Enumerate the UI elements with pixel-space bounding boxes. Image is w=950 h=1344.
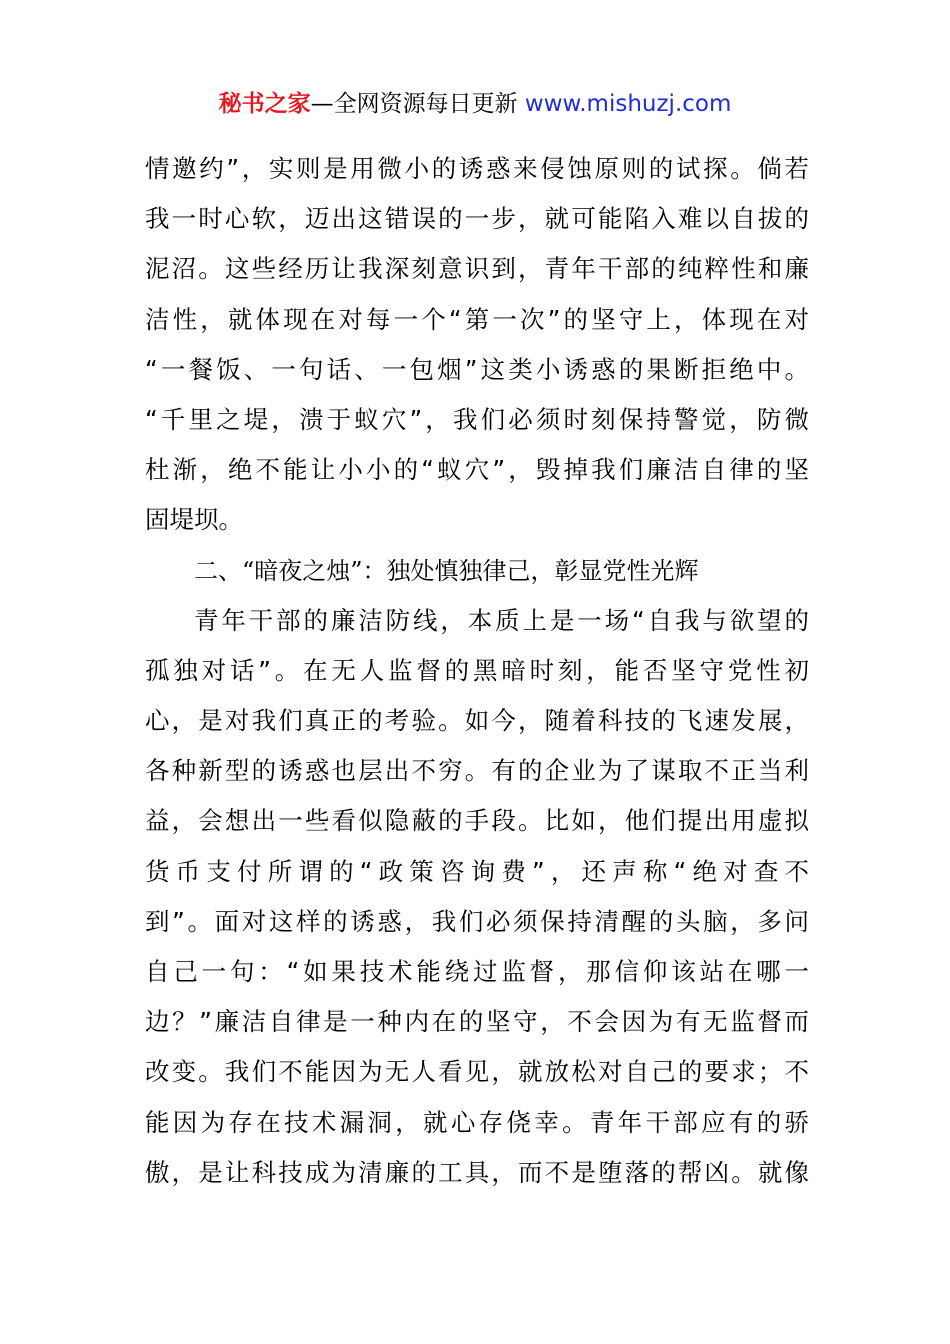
page-header — [0, 88, 950, 120]
header-tagline: —全网资源每日更新 — [310, 91, 525, 117]
paragraph-line: “千里之堤，溃于蚁穴”，我们必须时刻保持警觉，防微 — [145, 404, 809, 434]
paragraph-line: 益，会想出一些看似隐蔽的手段。比如，他们提出用虚拟 — [145, 806, 809, 836]
header-url-link[interactable]: www.mishuzj.com — [524, 91, 732, 117]
section-heading: 二、“暗夜之烛”：独处慎独律己，彰显党性光辉 — [194, 556, 699, 585]
paragraph-line: 心，是对我们真正的考验。如今，随着科技的飞速发展， — [145, 706, 809, 736]
paragraph-line: 自己一句：“如果技术能绕过监督，那信仰该站在哪一 — [145, 957, 809, 986]
paragraph-line: 青年干部的廉洁防线，本质上是一场“自我与欲望的 — [194, 605, 809, 635]
paragraph-line: 到”。面对这样的诱惑，我们必须保持清醒的头脑，多问 — [145, 906, 809, 936]
paragraph-line: 孤独对话”。在无人监督的黑暗时刻，能否坚守党性初 — [145, 655, 809, 685]
paragraph-line: 改变。我们不能因为无人看见，就放松对自己的要求；不 — [145, 1057, 809, 1087]
paragraph-line: 泥沼。这些经历让我深刻意识到，青年干部的纯粹性和廉 — [145, 254, 809, 284]
brand-name: 秘书之家 — [218, 91, 311, 117]
paragraph-line: 傲，是让科技成为清廉的工具，而不是堕落的帮凶。就像 — [145, 1157, 809, 1187]
paragraph-line: “一餐饭、一句话、一包烟”这类小诱惑的果断拒绝中。 — [145, 354, 809, 384]
paragraph-line: 固堤坝。 — [145, 505, 243, 535]
paragraph-line: 各种新型的诱惑也层出不穷。有的企业为了谋取不正当利 — [145, 756, 809, 786]
paragraph-line: 洁性，就体现在对每一个“第一次”的坚守上，体现在对 — [145, 304, 809, 334]
paragraph-line: 货币支付所谓的“政策咨询费”，还声称“绝对查不 — [145, 856, 809, 886]
document-body — [145, 144, 809, 1198]
paragraph-line: 我一时心软，迈出这错误的一步，就可能陷入难以自拔的 — [145, 204, 809, 234]
paragraph-line: 杜渐，绝不能让小小的“蚁穴”，毁掉我们廉洁自律的坚 — [145, 455, 809, 485]
paragraph-line: 边？”廉洁自律是一种内在的坚守，不会因为有无监督而 — [145, 1007, 809, 1037]
paragraph-line: 能因为存在技术漏洞，就心存侥幸。青年干部应有的骄 — [145, 1107, 809, 1137]
paragraph-line: 情邀约”，实则是用微小的诱惑来侵蚀原则的试探。倘若 — [145, 154, 809, 183]
